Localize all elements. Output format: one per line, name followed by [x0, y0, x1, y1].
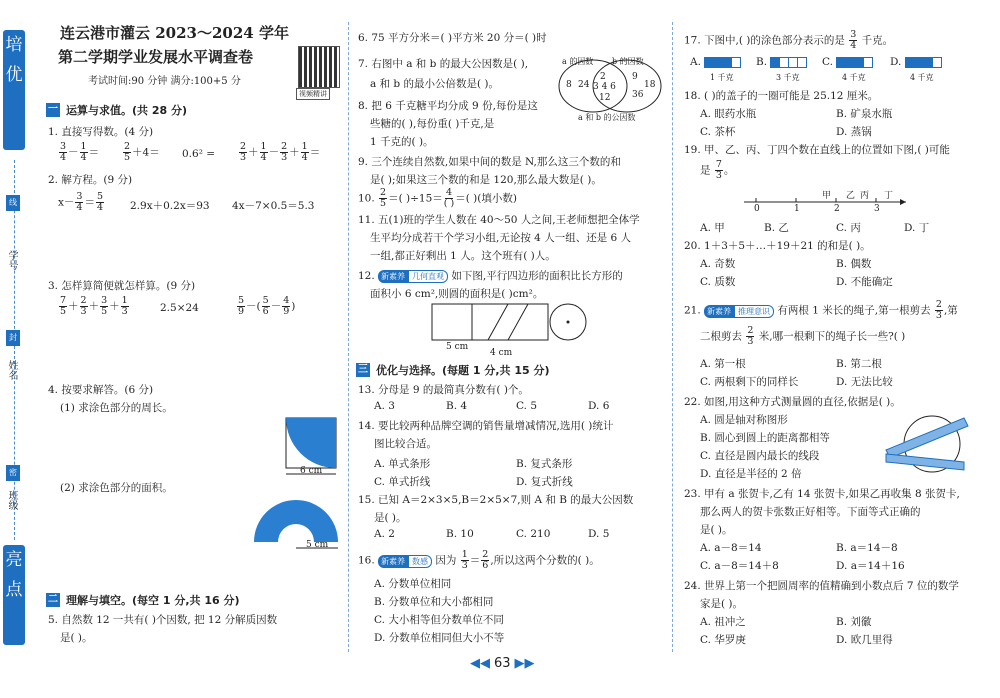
page-number [470, 656, 535, 671]
q4-part1: (1) 求涂色部分的周长。 [60, 402, 173, 414]
dimension-4cm: 4 cm [490, 348, 513, 358]
q23-line2: 那么两人的贺卡张数正好相等。下面等式正确的 [700, 506, 921, 518]
q13-opt-d[interactable]: D. 6 [588, 400, 610, 412]
dimension-5cm: 5 cm [446, 342, 469, 352]
q13-opt-a[interactable]: A. 3 [374, 400, 395, 412]
exam-info: 考试时间:90 分钟 满分:100+5 分 [88, 76, 241, 87]
page-number-text: 63 [494, 656, 511, 671]
q17-opt-a[interactable]: A. [690, 56, 740, 68]
q21-opt-c[interactable]: C. 两根剩下的同样长 [700, 376, 799, 388]
q22-line1: 22. 如图,用这种方式测量圆的直径,依据是( )。 [684, 396, 901, 408]
column-divider [672, 22, 673, 652]
q17-unit-d: 4 千克 [910, 73, 934, 82]
q10-line1: 10. $\frac{2}{5}$ ＝( )÷15＝ $\frac{4}{( )}$ ＝( )(填小数) [358, 187, 517, 209]
venn-num: 2 [600, 72, 606, 82]
class-label: 班级 [6, 490, 17, 510]
q23-opt-d[interactable]: D. a＝14＋16 [836, 560, 905, 572]
new-literacy-badge: 新素养 [704, 305, 734, 318]
new-literacy-badge: 新素养 [378, 270, 408, 283]
next-page-icon[interactable]: ▶▶ [514, 656, 535, 671]
q21-opt-d[interactable]: D. 无法比较 [836, 376, 893, 388]
q11-line1: 11. 五(1)班的学生人数在 40～50 人之间,王老师想把全体学 [358, 214, 640, 226]
side-title-top: 培 优 [3, 30, 25, 150]
q21-line2: 二根剪去 $\frac{2}{3}$ 米,哪一根剩下的绳子长一些?( ) [700, 325, 906, 347]
q21-opt-a[interactable]: A. 第一根 [700, 358, 746, 370]
q11-line3: 一组,都正好剩出 1 人。这个班有( )人。 [370, 250, 556, 262]
venn-label-b: b 的因数 [612, 57, 644, 66]
venn-num: 9 [632, 72, 638, 82]
q5-line2: 是( )。 [60, 632, 93, 644]
q3-expr-1: $\frac{7}{5}$ ＋ $\frac{2}{3}$ ＋ $\frac{3}{5}$ ＋ $\frac{1}{3}$ [60, 295, 128, 317]
q17-opt-d[interactable]: D. [890, 56, 941, 68]
seal-tag: 封 [6, 330, 20, 346]
q16-line1: 16. 新素养 数感 因为 $\frac{1}{3}$ ＝ $\frac{2}{6}$ ,所以这两个分数的( )。 [358, 549, 600, 571]
axis-tick: 1 [794, 204, 800, 214]
venn-num: 12 [599, 93, 611, 103]
q20-line1: 20. 1＋3＋5＋…＋19＋21 的和是( )。 [684, 240, 871, 252]
q14-opt-d[interactable]: D. 复式折线 [516, 476, 573, 488]
section-number: 二 [48, 594, 58, 605]
section-title: 运算与求值。(共 28 分) [66, 104, 188, 117]
axis-tick: 3 [874, 204, 880, 214]
q16-opt-c[interactable]: C. 大小相等但分数单位不同 [374, 614, 504, 626]
qr-code-icon[interactable] [298, 46, 340, 88]
q2-label: 2. 解方程。(9 分) [48, 174, 133, 186]
q19-opt-a[interactable]: A. 甲 [700, 222, 725, 234]
section-title: 理解与填空。(每空 1 分,共 16 分) [66, 594, 240, 607]
q20-opt-d[interactable]: D. 不能确定 [836, 276, 893, 288]
q9-line1: 9. 三个连续自然数,如果中间的数是 N,那么这三个数的和 [358, 156, 621, 168]
q24-opt-c[interactable]: C. 华罗庚 [700, 634, 746, 646]
q2-eq-2: 2.9x＋0.2x＝93 [130, 200, 210, 212]
point-bing: 丙 [860, 191, 870, 201]
section-number: 一 [48, 104, 58, 115]
q15-opt-c[interactable]: C. 210 [516, 528, 551, 540]
q23-opt-a[interactable]: A. a－8＝14 [700, 542, 762, 554]
q3-expr-3: $\frac{5}{9}$ －( $\frac{5}{6}$ － $\frac{4}{9}$ ) [238, 295, 296, 317]
figure1-dimension: 6 cm [300, 466, 323, 476]
q18-opt-d[interactable]: D. 蒸锅 [836, 126, 872, 138]
q17-unit-c: 4 千克 [842, 73, 866, 82]
section-3-header [356, 362, 550, 378]
skill-tag: 推理意识 [734, 305, 774, 318]
section-number: 三 [358, 364, 368, 375]
q22-opt-a[interactable]: A. 圆是轴对称图形 [700, 414, 788, 426]
student-id-label: 学号 [6, 250, 17, 270]
q18-line1: 18. ( )的盖子的一圈可能是 25.12 厘米。 [684, 90, 879, 102]
q19-opt-b[interactable]: B. 乙 [764, 222, 789, 234]
q22-opt-c[interactable]: C. 直径是圆内最长的线段 [700, 450, 820, 462]
q12-line2: 面积小 6 cm²,则圆的面积是( )cm²。 [370, 288, 544, 300]
venn-num: 3 4 6 [593, 82, 616, 92]
q15-opt-d[interactable]: D. 5 [588, 528, 610, 540]
q1-expr-1: $\frac{3}{4}$ － $\frac{1}{4}$ ＝ [60, 141, 100, 163]
section-1-header [46, 102, 187, 118]
q20-opt-a[interactable]: A. 奇数 [700, 258, 736, 270]
skill-tag: 数感 [408, 555, 432, 568]
line-tag: 线 [6, 195, 20, 211]
q17-opt-c[interactable]: C. [822, 56, 872, 68]
q8-line2: 些糖的( ),每份重( )千克,是 [370, 118, 495, 130]
venn-num: 18 [644, 80, 656, 90]
q17-line1: 17. 下图中,( )的涂色部分表示的是 $\frac{3}{4}$ 千克。 [684, 29, 894, 51]
q2-eq-1: x－ $\frac{3}{4}$ ＝ $\frac{5}{4}$ [58, 191, 104, 213]
q21-opt-b[interactable]: B. 第二根 [836, 358, 882, 370]
mi-tag: 密 [6, 465, 20, 481]
q3-expr-2: 2.5×24 [160, 302, 199, 314]
q16-opt-b[interactable]: B. 分数单位和大小都相同 [374, 596, 494, 608]
q23-opt-b[interactable]: B. a＝14－8 [836, 542, 898, 554]
axis-tick: 2 [834, 204, 840, 214]
q22-opt-d[interactable]: D. 直径是半径的 2 倍 [700, 468, 802, 480]
venn-num: 8 [566, 80, 572, 90]
q11-line2: 生平均分成若干个学习小组,无论按 4 人一组、还是 6 人 [370, 232, 632, 244]
q14-opt-c[interactable]: C. 单式折线 [374, 476, 431, 488]
section-2-header [46, 592, 240, 608]
q1-expr-2: $\frac{2}{5}$ ＋4＝ [124, 141, 160, 163]
q13-opt-c[interactable]: C. 5 [516, 400, 538, 412]
q21-line1: 21. 新素养 推理意识 有两根 1 米长的绳子,第一根剪去 $\frac{2}{3}$ ,第 [684, 299, 958, 321]
q24-opt-b[interactable]: B. 刘徽 [836, 616, 872, 628]
q17-unit-b: 3 千克 [776, 73, 800, 82]
q19-opt-c[interactable]: C. 丙 [836, 222, 861, 234]
column-divider [348, 22, 349, 652]
venn-num: 36 [632, 90, 644, 100]
new-literacy-badge: 新素养 [378, 555, 408, 568]
q17-unit-a: 1 千克 [710, 73, 734, 82]
q15-opt-a[interactable]: A. 2 [374, 528, 395, 540]
q12-line1: 12. 新素养 几何直观 如下图,平行四边形的面积比长方形的 [358, 270, 623, 282]
qr-caption: 视频精讲 [296, 88, 330, 100]
q6-line1: 6. 75 平方分米＝( )平方米 20 分＝( )时 [358, 32, 547, 44]
venn-num: 24 [578, 80, 590, 90]
q13-opt-b[interactable]: B. 4 [446, 400, 468, 412]
q17-opt-b[interactable]: B. [756, 56, 806, 68]
q8-line1: 8. 把 6 千克糖平均分成 9 份,每份是这 [358, 100, 538, 112]
q24-opt-a[interactable]: A. 祖冲之 [700, 616, 746, 628]
q23-line3: 是( )。 [700, 524, 733, 536]
side-title-bottom: 亮 点 [3, 545, 25, 645]
q18-opt-a[interactable]: A. 眼药水瓶 [700, 108, 757, 120]
q23-opt-c[interactable]: C. a－8＝14＋8 [700, 560, 779, 572]
section-title: 优化与选择。(每题 1 分,共 15 分) [376, 364, 550, 377]
binding-strip [0, 0, 28, 698]
q16-opt-a[interactable]: A. 分数单位相同 [374, 578, 452, 590]
q24-line1: 24. 世界上第一个把圆周率的值精确到小数点后 7 位的数学 [684, 580, 959, 592]
q15-line1: 15. 已知 A＝2×3×5,B＝2×5×7,则 A 和 B 的最大公因数 [358, 494, 634, 506]
q2-eq-3: 4x－7×0.5＝5.3 [232, 200, 315, 212]
venn-label-common: a 和 b 的公因数 [578, 113, 636, 122]
q20-opt-b[interactable]: B. 偶数 [836, 258, 872, 270]
q4-part2: (2) 求涂色部分的面积。 [60, 482, 173, 494]
q19-line2: 是 $\frac{7}{3}$ 。 [700, 159, 735, 181]
q23-line1: 23. 甲有 a 张贺卡,乙有 14 张贺卡,如果乙再收集 8 张贺卡, [684, 488, 960, 500]
q19-opt-d[interactable]: D. 丁 [904, 222, 930, 234]
q19-line1: 19. 甲、乙、丙、丁四个数在直线上的位置如下图,( )可能 [684, 144, 950, 156]
skill-tag: 几何直观 [408, 270, 448, 283]
q12-text: 如下图,平行四边形的面积比长方形的 [451, 270, 623, 282]
q9-line2: 是( );如果这三个数的和是 120,那么最大数是( )。 [370, 174, 602, 186]
q24-opt-d[interactable]: D. 欧几里得 [836, 634, 893, 646]
prev-page-icon[interactable]: ◀◀ [470, 656, 490, 671]
q14-line1: 14. 要比较两种品牌空调的销售量增减情况,选用( )统计 [358, 420, 614, 432]
q7-line1: 7. 右图中 a 和 b 的最大公因数是( ), [358, 58, 529, 70]
q18-opt-b[interactable]: B. 矿泉水瓶 [836, 108, 893, 120]
q20-opt-c[interactable]: C. 质数 [700, 276, 736, 288]
q7-line2: a 和 b 的最小公倍数是( )。 [370, 78, 500, 90]
q1-expr-3: 0.6² = [182, 148, 216, 160]
q15-line2: 是( )。 [374, 512, 407, 524]
q1-label: 1. 直接写得数。(4 分) [48, 126, 154, 138]
q24-line2: 家是( )。 [700, 598, 744, 610]
name-label: 姓名 [6, 360, 17, 380]
point-jia: 甲 [822, 191, 832, 201]
venn-label-a: a 的因数 [562, 57, 594, 66]
point-yi: 乙 [846, 191, 856, 201]
q3-label: 3. 怎样算简便就怎样算。(9 分) [48, 280, 196, 292]
q14-opt-a[interactable]: A. 单式条形 [374, 458, 431, 470]
q15-opt-b[interactable]: B. 10 [446, 528, 474, 540]
cut-line [14, 160, 15, 540]
page-title-line2: 第二学期学业发展水平调查卷 [58, 48, 254, 66]
q14-line2: 图比较合适。 [374, 438, 437, 450]
point-ding: 丁 [884, 191, 894, 201]
q4-label: 4. 按要求解答。(6 分) [48, 384, 154, 396]
q13-line1: 13. 分母是 9 的最简真分数有( )个。 [358, 384, 529, 396]
q1-expr-4: $\frac{2}{3}$ ＋ $\frac{1}{4}$ － $\frac{2}{3}$ ＋ $\frac{1}{4}$ ＝ [240, 141, 321, 163]
q18-opt-c[interactable]: C. 茶杯 [700, 126, 736, 138]
q14-opt-b[interactable]: B. 复式条形 [516, 458, 573, 470]
q22-opt-b[interactable]: B. 圆心到圆上的距离都相等 [700, 432, 830, 444]
ruler-measure-figure [880, 410, 970, 476]
axis-tick: 0 [754, 204, 760, 214]
figure2-dimension: 5 cm [306, 540, 329, 550]
page-title-line1: 连云港市灌云 2023～2024 学年 [60, 24, 289, 42]
q16-opt-d[interactable]: D. 分数单位相同但大小不等 [374, 632, 505, 644]
q8-line3: 1 千克的( )。 [370, 136, 434, 148]
semicircle-figure [250, 496, 342, 552]
q5-line1: 5. 自然数 12 一共有( )个因数, 把 12 分解质因数 [48, 614, 278, 626]
